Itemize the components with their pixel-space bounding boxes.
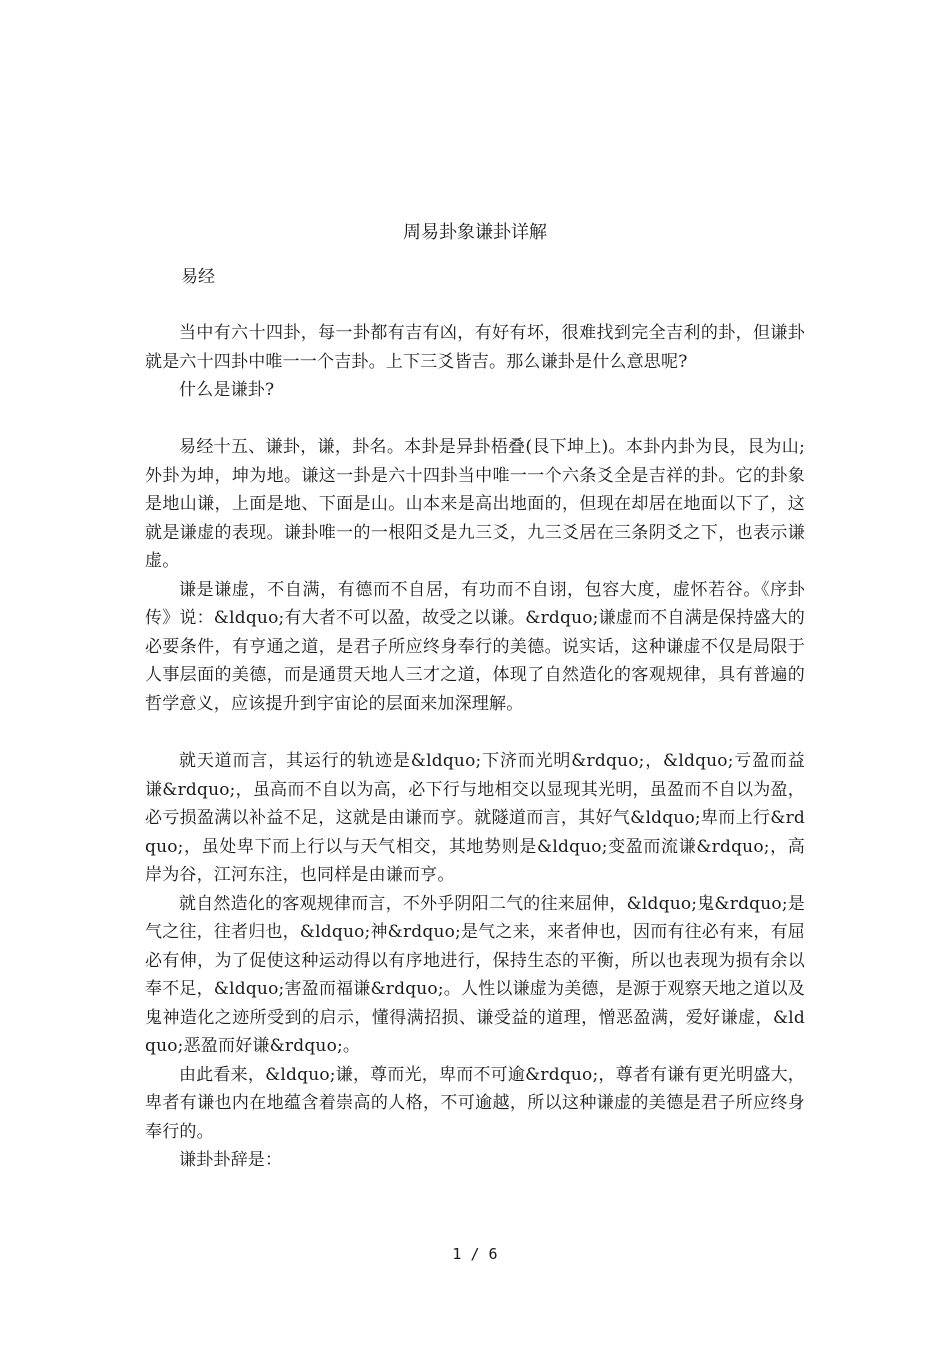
subtitle: 易经 [181, 267, 215, 287]
paragraph-intro: 当中有六十四卦，每一卦都有吉有凶，有好有坏，很难找到完全吉利的卦，但谦卦就是六十四卦中唯一一个吉卦。上下三爻皆吉。那么谦卦是什么意思呢? [145, 323, 805, 372]
paragraph-conclusion: 由此看来，&ldquo;谦，尊而光，卑而不可逾&rdquo;，尊者有谦有更光明盛大，卑者有谦也内在地蕴含着崇高的人格，不可逾越，所以这种谦虚的美德是君子所应终身奉行的。 [145, 1064, 805, 1142]
paragraph-meaning: 谦是谦虚，不自满，有德而不自居，有功而不自诩，包容大度，虚怀若谷。《序卦传》说：&ldquo;有大者不可以盈，故受之以谦。&rdquo;谦虚而不自满是保持盛大的必要条件，有亨通之道，是君子所应终身奉行的美德。说实话，这种谦虚不仅是局限于人事层面的美德，而是通贯天地人三才之道，体现了自然造化的客观规律，具有普遍的哲学意义，应该提升到宇宙论的层面来加深理解。 [145, 579, 805, 714]
paragraph-heaven: 就天道而言，其运行的轨迹是&ldquo;下济而光明&rdquo;，&ldquo;亏盈而益谦&rdquo;，虽高而不自以为高，必下行与地相交以显现其光明，虽盈而不自以为盈，必亏损盈满以补益不足，这就是由谦而亨。就隧道而言，其好气&ldquo;卑而上行&rdquo;，虽处卑下而上行以与天气相交，其地势则是&ldquo;变盈而流谦&rdquo;，高岸为谷，江河东注，也同样是由谦而亨。 [145, 751, 805, 885]
paragraph-nature: 就自然造化的客观规律而言，不外乎阴阳二气的往来屈伸，&ldquo;鬼&rdquo;是气之往，往者归也，&ldquo;神&rdquo;是气之来，来者伸也，因而有往必有来，有屈必有伸，为了促使这种运动得以有序地进行，保持生态的平衡，所以也表现为损有余以奉不足，&ldquo;害盈而福谦&rdquo;。人性以谦虚为美德，是源于观察天地之道以及鬼神造化之迹所受到的启示，懂得满招损、谦受益的道理，憎恶盈满，爱好谦虚，&ldquo;恶盈而好谦&rdquo;。 [145, 893, 805, 1056]
paragraph-definition: 易经十五、谦卦，谦，卦名。本卦是异卦梧叠(艮下坤上)。本卦内卦为艮，艮为山;外卦为坤，坤为地。谦这一卦是六十四卦当中唯一一个六条爻全是吉祥的卦。它的卦象是地山谦，上面是地、下面是山。山本来是高出地面的，但现在却居在地面以下了，这就是谦虚的表现。谦卦唯一的一根阳爻是九三爻，九三爻居在三条阴爻之下，也表示谦虚。 [145, 437, 805, 571]
page-number: 1 / 6 [452, 1245, 498, 1263]
body-block-3 [145, 747, 805, 1175]
paragraph-hexagram-text: 谦卦卦辞是： [179, 1150, 283, 1170]
page-title: 周易卦象谦卦详解 [403, 222, 547, 243]
body-block-2 [145, 433, 805, 718]
body-block-1 [145, 319, 805, 405]
paragraph-question: 什么是谦卦? [179, 380, 275, 400]
